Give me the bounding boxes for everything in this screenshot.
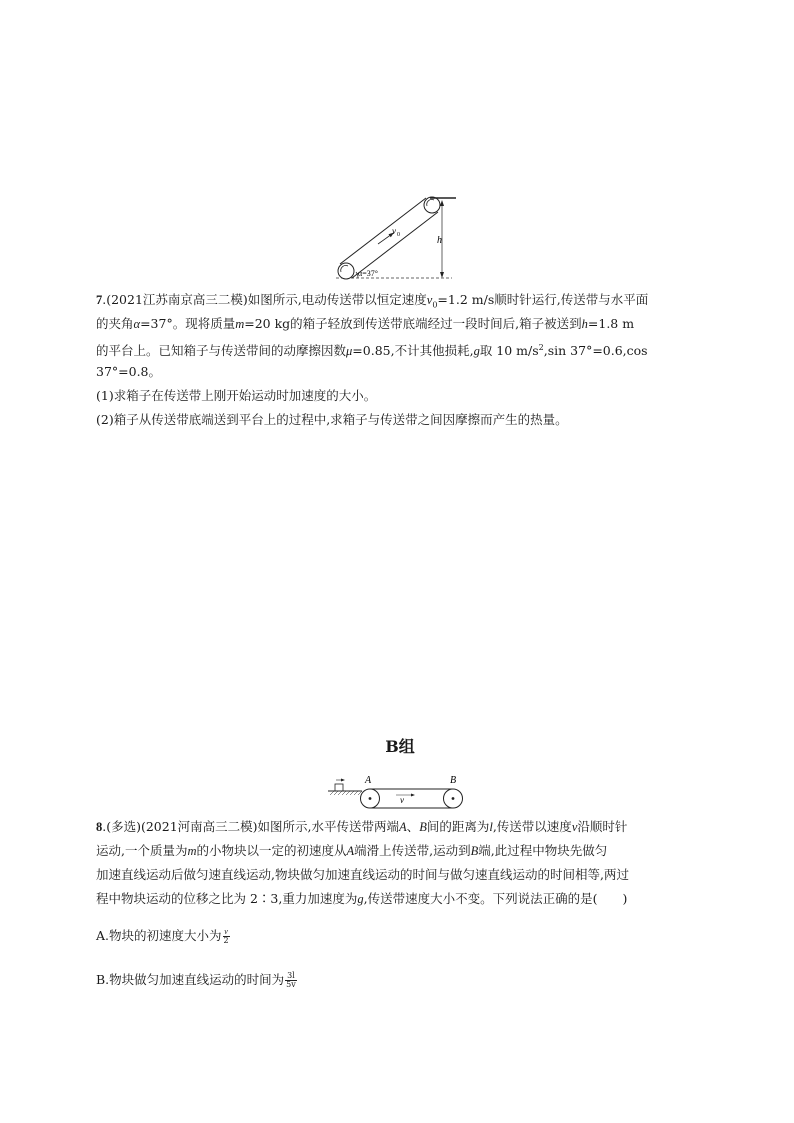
belt-velocity-arrow-icon [411,794,415,797]
q8-line-1: 8.(多选)(2021河南高三二模)如图所示,水平传送带两端A、B间的距离为l,传送带以速度v沿顺时针 [96,819,628,834]
incline-conveyor-figure [330,192,460,284]
v-label: v [400,795,404,805]
fraction: $\frac{v}{2}$ [223,927,229,945]
block [335,784,343,791]
q8-line-2: 运动,一个质量为m的小物块以一定的初速度从A端滑上传送带,运动到B端,此过程中物块先做匀 [96,843,608,858]
question-number: 7 [96,293,103,307]
q7-line-1: 7.(2021江苏南京高三二模)如图所示,电动传送带以恒定速度$v_0=1.2$ m/s顺时针运行,传送带与水平面 [96,292,649,310]
block-velocity-arrow-icon [341,779,345,782]
q8-line-4: 程中物块运动的位移之比为 2∶3,重力加速度为g,传送带速度大小不变。下列说法正确的是( ) [96,891,628,906]
q7-line-2: 的夹角α=37°。现将质量m=20 kg的箱子轻放到传送带底端经过一段时间后,箱子被送到h=1.8 m [96,316,635,331]
q7-subquestion-2: (2)箱子从传送带底端送到平台上的过程中,求箱子与传送带之间因摩擦而产生的热量。 [96,412,568,427]
question-number: 8 [96,820,103,834]
q7-line-4: 37°=0.8。 [96,364,162,379]
section-title: B组 [385,737,415,756]
option-B[interactable]: B.物块做匀加速直线运动的时间为 $\frac{3l}{5v}$ [96,971,296,989]
q8-line-3: 加速直线运动后做匀速直线运动,物块做匀加速直线运动的时间与做匀速直线运动的时间相等,两过 [96,867,629,882]
angle-label: α=37° [358,269,378,278]
q7-line-3: 的平台上。已知箱子与传送带间的动摩擦因数μ=0.85,不计其他损耗,g取 10 $m/s^2,\sin$ 37°=0.6,cos [96,343,648,359]
v0-label: v [392,226,396,236]
B-label: B [450,775,457,786]
A-label: A [365,775,372,786]
horizontal-conveyor-figure [326,772,468,812]
option-A[interactable]: A.物块的初速度大小为 $\frac{v}{2}$ [96,927,229,945]
fraction: $\frac{3l}{5v}$ [286,971,296,989]
svg-text:0: 0 [397,232,400,238]
q7-subquestion-1: (1)求箱子在传送带上刚开始运动时加速度的大小。 [96,388,377,403]
h-label: h [437,235,442,246]
